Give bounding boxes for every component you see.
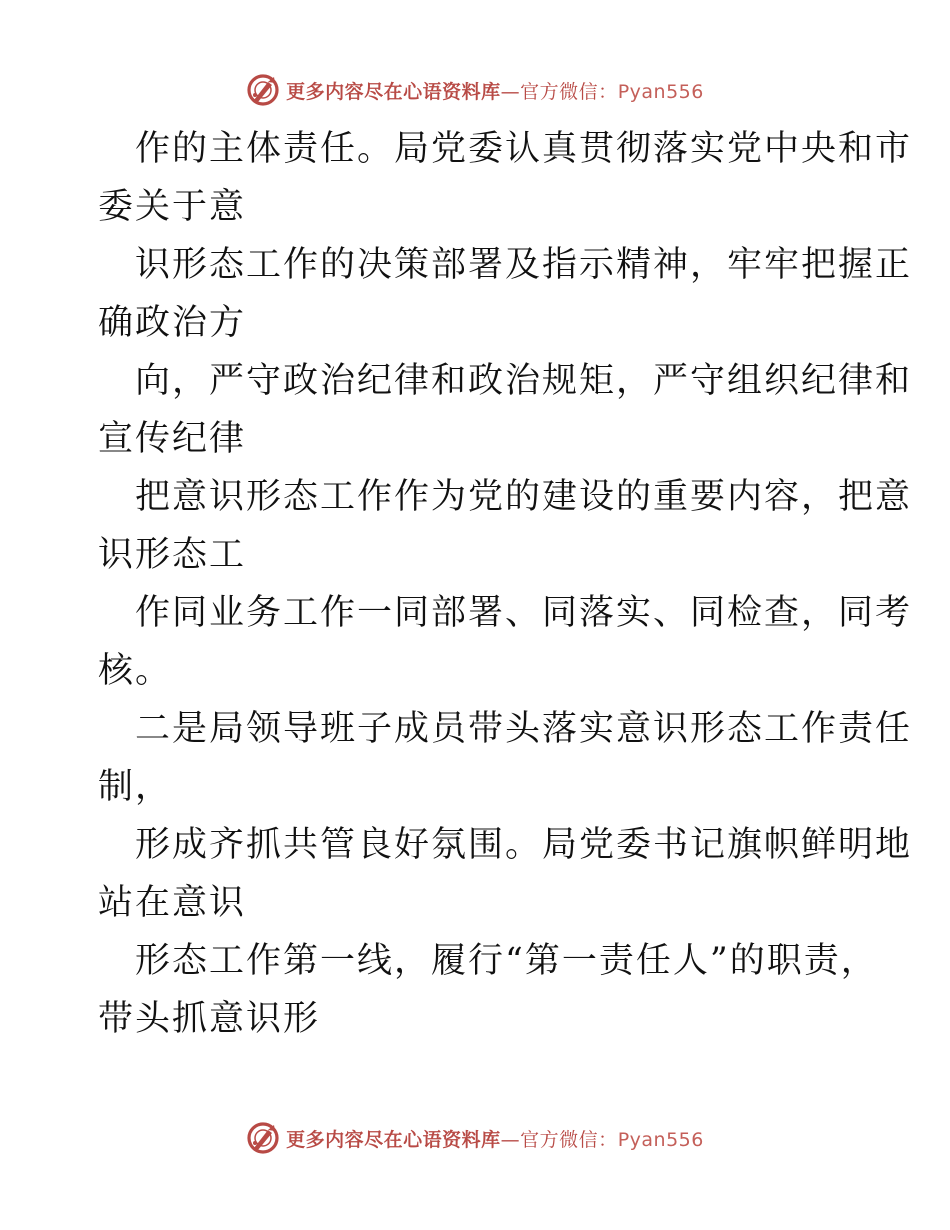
text-line: 确政治方 [98,303,247,343]
text-line: 站在意识 [98,883,247,923]
text-line: 形态工作第一线，履行“第一责任人”的职责， [135,941,878,981]
banner-wechat-id: Pyan556 [617,80,704,103]
text-line: 作同业务工作一同部署、同落实、同检查，同考 [135,593,913,633]
text-line: 委关于意 [98,187,247,227]
banner-text [286,77,704,104]
text-line: 向，严守政治纪律和政治规矩，严守组织纪律和 [135,361,913,401]
banner-brand: 更多内容尽在心语资料库 [286,1128,501,1151]
banner-separator: — [500,1128,521,1151]
text-line: 识形态工 [98,535,247,575]
text-line: 核。 [98,651,173,691]
banner-brand: 更多内容尽在心语资料库 [286,80,501,103]
text-line: 制， [98,767,173,807]
text-line: 作的主体责任。局党委认真贯彻落实党中央和市 [135,129,913,169]
footer-banner [0,1118,950,1158]
quill-logo-icon [246,73,280,107]
document-body [98,120,913,1048]
text-line: 宣传纪律 [98,419,247,459]
text-line: 二是局领导班子成员带头落实意识形态工作责任 [135,709,913,749]
text-line: 识形态工作的决策部署及指示精神，牢牢把握正 [135,245,913,285]
banner-text [286,1125,704,1152]
text-line: 形成齐抓共管良好氛围。局党委书记旗帜鲜明地 [135,825,913,865]
text-line: 带头抓意识形 [98,999,321,1039]
quill-logo-icon [246,1121,280,1155]
header-banner [0,70,950,110]
banner-wechat-label: 官方微信： [520,1128,618,1151]
banner-separator: — [500,80,521,103]
banner-wechat-label: 官方微信： [520,80,618,103]
text-line: 把意识形态工作作为党的建设的重要内容，把意 [135,477,913,517]
banner-wechat-id: Pyan556 [617,1128,704,1151]
